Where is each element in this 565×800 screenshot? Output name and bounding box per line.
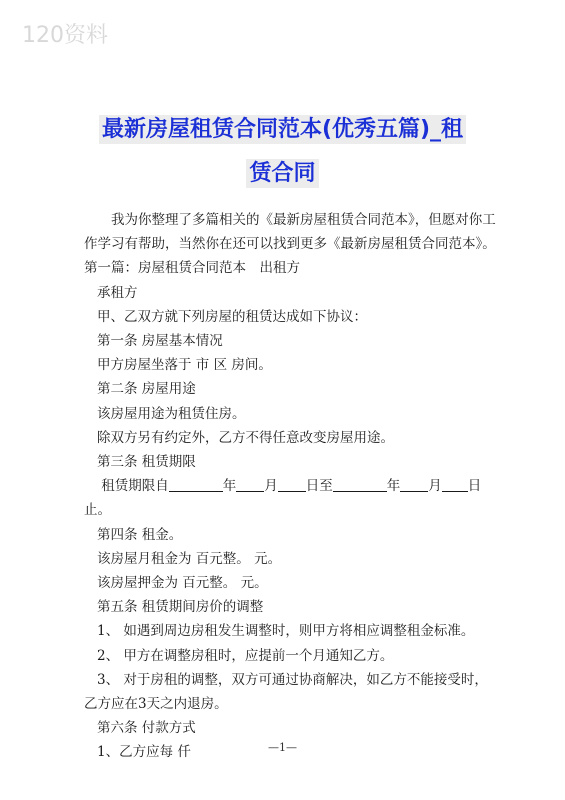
start-day-blank [278,477,306,492]
end-day-blank [442,477,468,492]
end-year-blank [333,477,387,492]
section-5-item-3a: 3、 对于房租的调整，双方可通过协商解决，如乙方不能接受时， [97,671,488,688]
section-5-item-3b: 乙方应在3天之内退房。 [84,696,228,713]
article-1-heading: 第一篇：房屋租赁合同范本 出租方 [84,260,300,277]
year-label: 年 [222,478,237,495]
section-2-text-1: 该房屋用途为租赁住房。 [97,405,246,422]
section-3-term-line [84,474,499,498]
intro-line-1: 我为你整理了多篇相关的《最新房屋租赁合同范本》，但愿对你工 [111,212,496,228]
start-month-blank [236,477,264,492]
intro-line-2: 作学习有帮助，当然你在还可以找到更多《最新房屋租赁合同范本》。 [84,236,496,253]
title-line-1: 最新房屋租赁合同范本(优秀五篇)_租 [99,115,466,144]
watermark: 120资料 [22,23,108,48]
start-year-blank [169,477,223,492]
section-2-title: 第二条 房屋用途 [97,381,196,398]
day-to-label: 日至 [305,478,333,495]
term-from-label: 租赁期限自 [101,478,169,495]
section-4-text-2: 该房屋押金为 百元整。 元。 [97,575,268,592]
end-month-blank [400,477,428,492]
section-3-title: 第三条 租赁期限 [97,454,196,471]
section-5-item-2: 2、 甲方在调整房租时，应提前一个月通知乙方。 [97,647,394,664]
section-4-title: 第四条 租金。 [97,526,183,543]
section-3-text-end: 止。 [84,502,111,519]
section-1-text: 甲方房屋坐落于 市 区 房间。 [97,357,272,374]
end-day-label: 日 [467,478,482,495]
end-month-label: 月 [428,478,442,495]
section-5-item-1: 1、 如遇到周边房租发生调整时，则甲方将相应调整租金标准。 [97,623,475,640]
agreement-text: 甲、乙双方就下列房屋的租赁达成如下协议： [97,308,367,325]
section-6-title: 第六条 付款方式 [97,720,196,737]
title-line-2: 赁合同 [246,159,318,188]
page-number: —1— [268,741,297,754]
lessee-label: 承租方 [97,284,138,301]
end-year-label: 年 [386,478,401,495]
section-2-text-2: 除双方另有约定外，乙方不得任意改变房屋用途。 [97,429,394,446]
section-1-title: 第一条 房屋基本情况 [97,333,223,350]
section-6-item-1: 1、乙方应每 仟 [97,744,191,761]
document-title [0,108,565,196]
document-body [84,208,499,765]
month-label: 月 [264,478,278,495]
section-4-text-1: 该房屋月租金为 百元整。 元。 [97,550,282,567]
section-5-title: 第五条 租赁期间房价的调整 [97,599,264,616]
